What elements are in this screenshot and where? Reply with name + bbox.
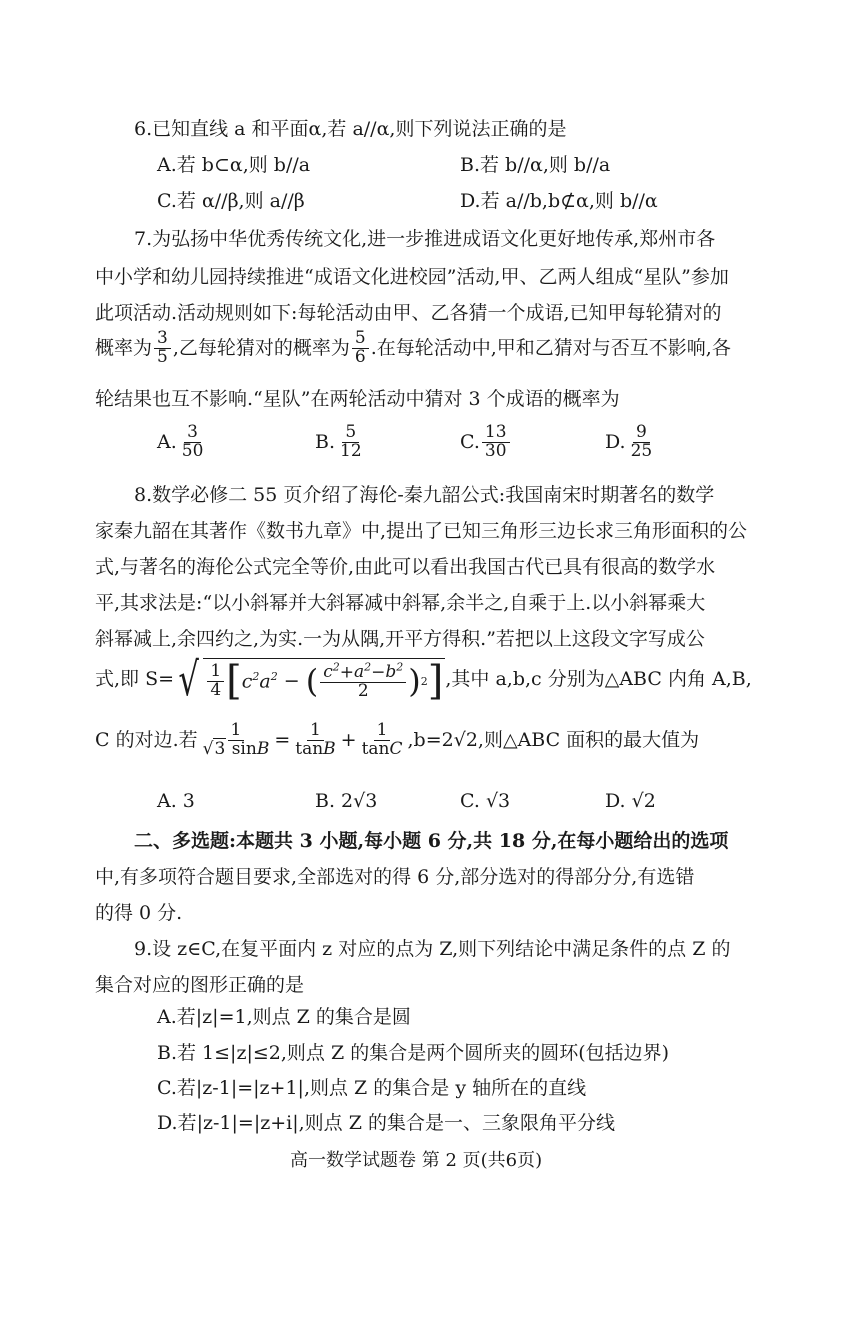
q7-option-a bbox=[157, 424, 208, 461]
q7-fraction-1 bbox=[154, 330, 171, 367]
section-2-heading-line-3: 的得 0 分. bbox=[95, 902, 183, 924]
q7-option-d-den: 25 bbox=[630, 440, 653, 461]
q8-line-2: 家秦九韶在其著作《数书九章》中,提出了已知三角形三边长求三角形面积的公 bbox=[95, 520, 748, 542]
q9-option-d: D.若|z-1|=|z+i|,则点 Z 的集合是一、三象限角平分线 bbox=[157, 1112, 615, 1134]
q7-option-a-label: A. bbox=[157, 431, 177, 454]
q7-fraction-2-den: 6 bbox=[354, 346, 366, 367]
q8-option-c: C. √3 bbox=[460, 790, 511, 812]
q7-line-2: 中小学和幼儿园持续推进“成语文化进校园”活动,甲、乙两人组成“星队”参加 bbox=[95, 266, 729, 288]
q7-option-b-label: B. bbox=[315, 431, 336, 454]
q8-condition-suffix: ,b=2√2,则△ABC 面积的最大值为 bbox=[407, 728, 700, 751]
q7-line-3: 此项活动.活动规则如下:每轮活动由甲、乙各猜一个成语,已知甲每轮猜对的 bbox=[95, 302, 722, 324]
heron-qin-formula: √ $\frac{1}{4}$ [ $c^2a^2$ − ( $\frac{c^2+a^2-b^2}{2}$ ) 2 ] bbox=[178, 652, 444, 706]
q7-option-d-num: 9 bbox=[633, 424, 650, 443]
q7-fraction-1-num: 3 bbox=[154, 330, 171, 349]
q7-option-a-fraction bbox=[179, 424, 207, 461]
q8-line-4: 平,其求法是:“以小斜幂并大斜幂减中斜幂,余半之,自乘于上.以小斜幂乘大 bbox=[95, 592, 706, 614]
q9-option-c: C.若|z-1|=|z+1|,则点 Z 的集合是 y 轴所在的直线 bbox=[157, 1077, 587, 1099]
q7-option-c bbox=[460, 424, 512, 461]
q7-option-d-label: D. bbox=[605, 431, 626, 454]
q6-stem: 6.已知直线 a 和平面α,若 a//α,则下列说法正确的是 bbox=[134, 118, 567, 140]
q7-fraction-1-den: 5 bbox=[157, 346, 168, 367]
q8-formula-suffix: ,其中 a,b,c 分别为△ABC 内角 A,B, bbox=[445, 668, 752, 691]
q7-option-c-label: C. bbox=[460, 431, 480, 454]
q8-option-b: B. 2√3 bbox=[315, 790, 378, 812]
q7-line-4-part-c: .在每轮活动中,甲和乙猜对与否互不影响,各 bbox=[370, 336, 731, 359]
q8-line-3: 式,与著名的海伦公式完全等价,由此可以看出我国古代已具有很高的数学水 bbox=[95, 556, 716, 578]
q9-line-1: 9.设 z∈C,在复平面内 z 对应的点为 Z,则下列结论中满足条件的点 Z 的 bbox=[134, 938, 731, 960]
q9-option-b: B.若 1≤|z|≤2,则点 Z 的集合是两个圆所夹的圆环(包括边界) bbox=[157, 1042, 670, 1064]
q8-option-a: A. 3 bbox=[157, 790, 195, 812]
q9-line-2: 集合对应的图形正确的是 bbox=[95, 974, 305, 996]
q7-option-a-den: 50 bbox=[181, 440, 204, 461]
q7-option-c-num: 13 bbox=[482, 424, 510, 443]
q7-line-4-part-b: ,乙每轮猜对的概率为 bbox=[172, 336, 350, 359]
q7-option-b-num: 5 bbox=[342, 424, 359, 443]
q7-line-5: 轮结果也互不影响.“星队”在两轮活动中猜对 3 个成语的概率为 bbox=[95, 388, 620, 410]
q7-line-1: 7.为弘扬中华优秀传统文化,进一步推进成语文化更好地传承,郑州市各 bbox=[134, 228, 716, 250]
section-2-heading-line-2: 中,有多项符合题目要求,全部选对的得 6 分,部分选对的得部分分,有选错 bbox=[95, 866, 695, 888]
q8-condition-term-2: $\frac{1}{\tan C}$ bbox=[361, 720, 403, 759]
page-footer: 高一数学试题卷 第 2 页(共6页) bbox=[290, 1150, 543, 1171]
q8-condition-lhs: $\frac{1}{√3 \sin B}$ bbox=[202, 720, 270, 759]
q7-option-d-fraction bbox=[628, 424, 656, 461]
q8-formula-prefix: 式,即 S= bbox=[95, 668, 175, 691]
q9-option-a: A.若|z|=1,则点 Z 的集合是圆 bbox=[157, 1006, 411, 1028]
q8-condition-prefix: C 的对边.若 bbox=[95, 728, 198, 751]
section-2-heading-line-1: 二、多选题:本题共 3 小题,每小题 6 分,共 18 分,在每小题给出的选项 bbox=[134, 830, 729, 852]
q7-option-b-den: 12 bbox=[340, 440, 362, 461]
q7-option-d bbox=[605, 424, 657, 461]
q6-option-a: A.若 b⊂α,则 b//a bbox=[157, 154, 311, 176]
q7-option-a-num: 3 bbox=[184, 424, 201, 443]
q7-option-c-den: 30 bbox=[484, 440, 507, 461]
q8-option-d: D. √2 bbox=[605, 790, 656, 812]
q6-option-b: B.若 b//α,则 b//a bbox=[460, 154, 611, 176]
q8-line-5: 斜幂减上,余四约之,为实.一为从隅,开平方得积.”若把以上这段文字写成公 bbox=[95, 628, 705, 650]
q7-line-4-part-a: 概率为 bbox=[95, 336, 153, 359]
q7-option-b bbox=[315, 424, 367, 461]
q8-formula-line bbox=[95, 652, 752, 706]
q8-condition-term-1: $\frac{1}{\tan B}$ bbox=[295, 720, 336, 759]
q8-condition-line: C 的对边.若 $\frac{1}{√3 \sin B}$ = $\frac{1}{\tan B}$ + $\frac{1}{\tan C}$ ,b=2√2,则△ABC 面积的最大值为 bbox=[95, 720, 700, 759]
q7-fraction-2-num: 5 bbox=[352, 330, 369, 349]
q7-line-4 bbox=[95, 330, 731, 367]
q7-fraction-2 bbox=[352, 330, 369, 367]
q7-option-c-fraction bbox=[482, 424, 510, 461]
q6-option-d: D.若 a//b,b⊄α,则 b//α bbox=[460, 190, 658, 212]
q6-option-c: C.若 α//β,则 a//β bbox=[157, 190, 305, 212]
q8-line-1: 8.数学必修二 55 页介绍了海伦-秦九韶公式:我国南宋时期著名的数学 bbox=[134, 484, 715, 506]
q7-option-b-fraction bbox=[337, 424, 365, 461]
